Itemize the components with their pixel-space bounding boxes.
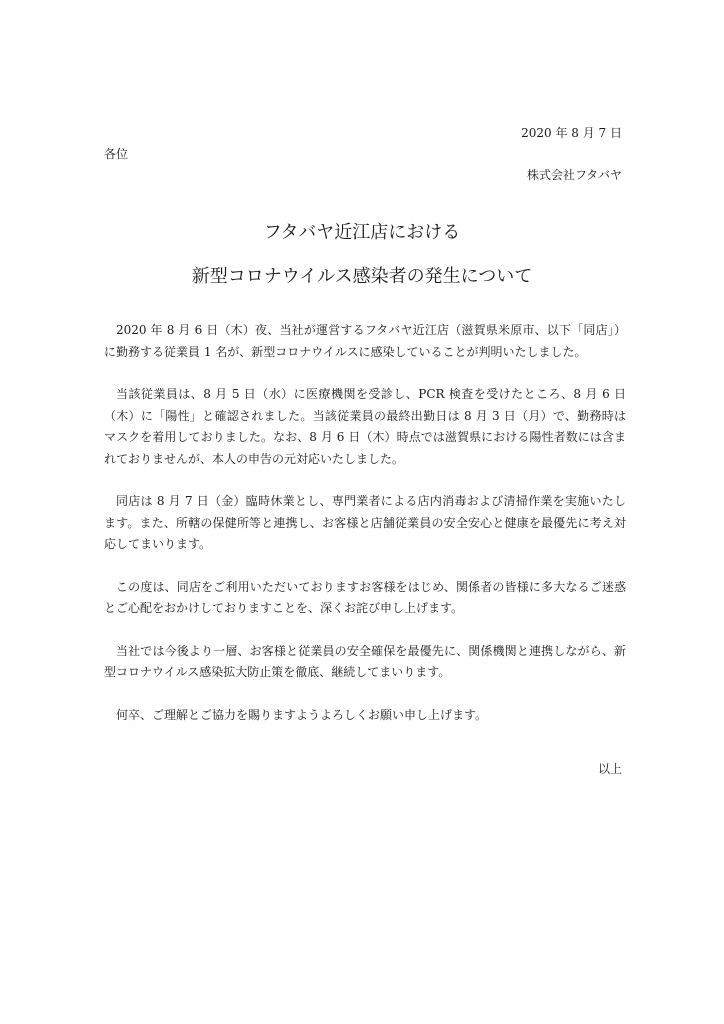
company-name: 株式会社フタバヤ: [526, 168, 622, 182]
paragraph-3: 同店は 8 月 7 日（金）臨時休業とし、専門業者による店内消毒および清掃作業を実施いたします。また、所轄の保健所等と連携し、お客様と店舗従業員の安全安心と健康を最優先に考え対応してまいります。: [104, 494, 626, 551]
addressee: 各位: [104, 147, 129, 161]
document-date: 2020 年 8 月 7 日: [521, 126, 622, 140]
closing-remark: 以上: [597, 762, 622, 776]
paragraph-6: 何卒、ご理解とご協力を賜りますようよろしくお願い申し上げます。: [116, 707, 488, 722]
paragraph-1: 2020 年 8 月 6 日（木）夜、当社が運営するフタバヤ近江店（滋賀県米原市、以下「同店」）に勤務する従業員 1 名が、新型コロナウイルスに感染していることが判明いたしました。: [104, 323, 626, 359]
paragraph-2: 当該従業員は、8 月 5 日（水）に医療機関を受診し、PCR 検査を受けたところ、8 月 6 日（木）に「陽性」と確認されました。当該従業員の最終出勤日は 8 月 3 日（月）で、勤務時はマスクを着用しておりました。なお、8 月 6 日（木）時点では滋賀県における陽性者数には含まれておりませんが、本人の申告の元対応いたしました。: [104, 387, 626, 466]
paragraph-4: この度は、同店をご利用いただいておりますお客様をはじめ、関係者の皆様に多大なるご迷惑とご心配をおかけしておりますことを、深くお詫び申し上げます。: [104, 579, 626, 615]
paragraph-5: 当社では今後より一層、お客様と従業員の安全確保を最優先に、関係機関と連携しながら、新型コロナウイルス感染拡大防止策を徹底、継続してまいります。: [104, 643, 626, 679]
body-text: [104, 320, 626, 747]
title-line-2: 新型コロナウイルス感染者の発生について: [191, 266, 533, 287]
title-line-1: フタバヤ近江店における: [263, 222, 461, 243]
